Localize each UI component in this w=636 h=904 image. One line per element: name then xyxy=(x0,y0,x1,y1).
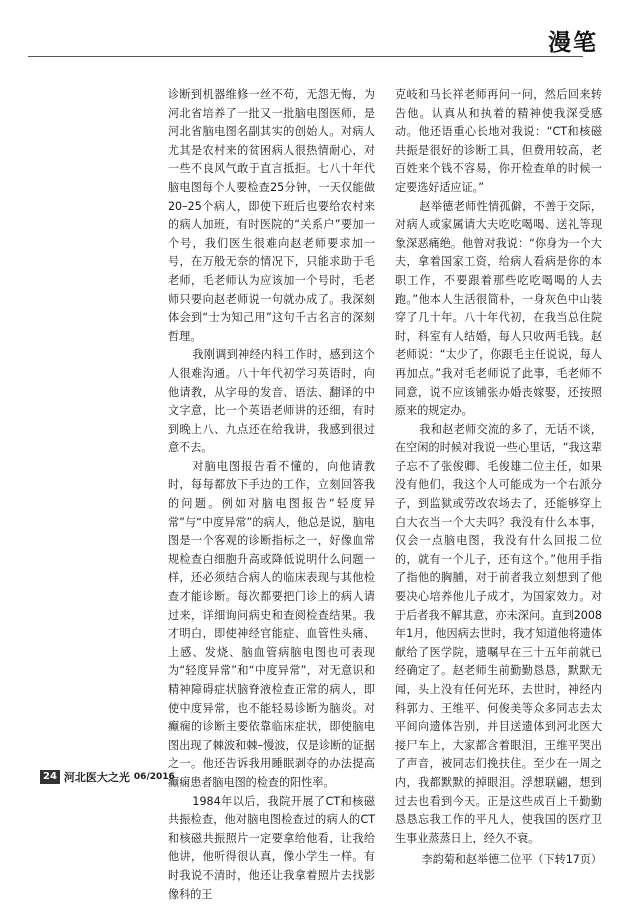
paragraph: 对脑电图报告看不懂的，向他请教时，每每都放下手边的工作，立刻回答我的问题。例如对脑电图报告“轻度异常”与“中度异常”的病人，他总是说，脑电图是一个客观的诊断指标之一，好像血常规检查白细胞升高或降低说明什么问题一样，还必须结合病人的临床表现与其他检查才能诊断。每次都要把门诊上的病人请过来，详细询问病史和查阅检查结果。我才明白，即使神经官能症、血管性头痛、上感、发烧、脑血管病脑电图也可表现为“轻度异常”和“中度异常”，对无意识和精神障碍症状脑脊液检查正常的病人，即使中度异常，也不能轻易诊断为脑炎。对癫痫的诊断主要依靠临床症状，即使脑电图出现了棘波和棘–慢波，仅是诊断的证据之一。他还告诉我用睡眠剥夺的办法提高癫痫患者脑电图的检查的阳性率。 xyxy=(168,459,375,789)
paragraph: 赵举德老师性情孤僻，不善于交际，对病人或家属请大夫吃吃喝喝、送礼等现象深恶痛绝。他曾对我说：“你身为一个大夫，拿着国家工资，给病人看病是你的本职工作，不要跟着那些吃吃喝喝的人去跑。”他本人生活很简朴，一身灰色中山装穿了几十年。八十年代初，在我当总住院时，科室有人结婚，每人只收两毛钱。赵老师说：“太少了，你跟毛主任说说，每人再加点。”我对毛老师说了此事，毛老师不同意，说不应该铺张办婚丧嫁娶，还按照原来的规定办。 xyxy=(395,199,602,418)
section-title: 漫笔 xyxy=(548,30,598,56)
issue-date: 06/2016 xyxy=(133,772,175,782)
header-rule xyxy=(28,56,583,57)
article-column-right xyxy=(395,86,602,867)
paragraph: 诊断到机器维修一丝不苟，无怨无悔，为河北省培养了一批又一批脑电图医师，是河北省脑电图名副其实的创始人。对病人尤其是农村来的贫困病人很热情耐心，对一些不良风气敢于直言抵拒。七八十年代脑电图每个人要检查25分钟，一天仅能做20–25个病人，即使下班后也要给农村来的病人加班，有时医院的“关系户”要加一个号，我们医生很难向赵老师要求加一号，在万般无奈的情况下，只能求助于毛老师，毛老师认为应该加一个号时，毛老师只要向赵老师说一句就办成了。我深刻体会到“士为知己用”这句千古名言的深刻哲理。 xyxy=(168,88,375,343)
paragraph: 克岐和马长祥老师再问一问，然后回来转告他。认真从和执着的精神使我深受感动。他还语重心长地对我说：“CT和核磁共振是很好的诊断工具，但费用较高，老百姓来个钱不容易，你开检查单的时候一定要选好适应证。” xyxy=(395,88,602,194)
article-column-left xyxy=(168,86,375,901)
paragraph: 我刚调到神经内科工作时，感到这个人很难沟通。八十年代初学习英语时，向他请教，从字母的发音、语法、翻译的中文字意，比一个英语老师讲的还细，有时到晚上八、九点还在给我讲，我感到很过意不去。 xyxy=(168,348,375,455)
paragraph: 1984年以后，我院开展了CT和核磁共振检查，他对脑电图检查过的病人的CT和核磁共振照片一定要拿给他看，让我给他讲，他听得很认真，像小学生一样。有时我说不清时，他还让我拿着照片去找影像科的王 xyxy=(168,794,375,901)
magazine-name: 河北医大之光 xyxy=(63,771,130,784)
continued-caption: 李韵菊和赵举德二位平（下转17页） xyxy=(421,853,602,867)
page-number: 24 xyxy=(40,770,60,784)
page-footer xyxy=(40,769,175,785)
paragraph: 我和赵老师交流的多了，无话不谈，在空闲的时候对我说一些心里话，“我这辈子忘不了张俊卿、毛俊雄二位主任，如果没有他们，我这个人可能成为一个右派分子，到监狱或劳改农场去了，还能够穿上白大衣当一个大夫吗？我没有什么本事，仅会一点脑电图，我没有什么回报二位的，就有一个儿子，还有这个。”他用手指了指他的胸脯，对于前者我立刻想到了他要决心培养他儿子成才，为国家效力。对于后者我不解其意，亦未深问。直到2008年1月，他因病去世时，我才知道他将遗体献给了医学院，遗嘱早在三十五年前就已经确定了。赵老师生前勤勤恳恳，默默无闻，头上没有任何光环，去世时，神经内科郭力、王维平、何俊美等众多同志去太平间向遗体告别，并目送遗体到河北医大接尸车上，大家都含着眼泪，王维平哭出了声音，被同志们挽扶住。至少在一周之内，我都默默的掉眼泪。浮想联翩，想到过去也看到今天。正是这些成百上千勤勤恳恳忘我工作的平凡人，使我国的医疗卫生事业蒸蒸日上，经久不衰。 xyxy=(395,422,602,845)
